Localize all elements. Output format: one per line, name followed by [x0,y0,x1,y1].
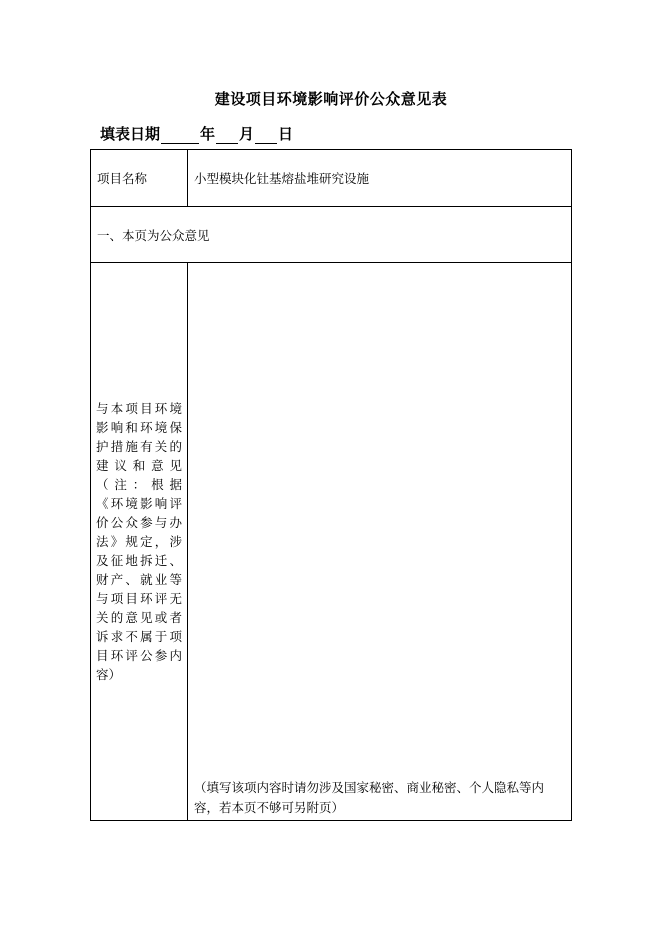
day-blank[interactable] [255,127,277,144]
month-blank[interactable] [216,127,238,144]
project-name-row [91,150,572,207]
form-title: 建设项目环境影响评价公众意见表 [214,90,448,108]
fill-date-line [100,123,293,144]
opinion-form-table [90,149,572,821]
section-heading: 一、本页为公众意见 [91,207,572,263]
year-blank[interactable] [161,127,199,144]
privacy-note: （填写该项内容时请勿涉及国家秘密、商业秘密、个人隐私等内容，若本页不够可另附页） [194,780,545,815]
project-name-label: 项目名称 [91,150,188,207]
project-name-value: 小型模块化钍基熔盐堆研究设施 [188,150,572,207]
opinion-label: 与本项目环境影响和环境保护措施有关的建议和意见（注：根据《环境影响评价公众参与办法》规定，涉及征地拆迁、财产、就业等与项目环评无关的意见或者诉求不属于项目环评公参内容） [91,263,188,821]
opinion-row [91,263,572,821]
year-label: 年 [200,125,216,143]
fill-date-label: 填表日期 [100,125,161,143]
month-label: 月 [239,125,255,143]
opinion-input-area[interactable] [188,263,572,821]
day-label: 日 [278,125,294,143]
section-heading-row [91,207,572,263]
